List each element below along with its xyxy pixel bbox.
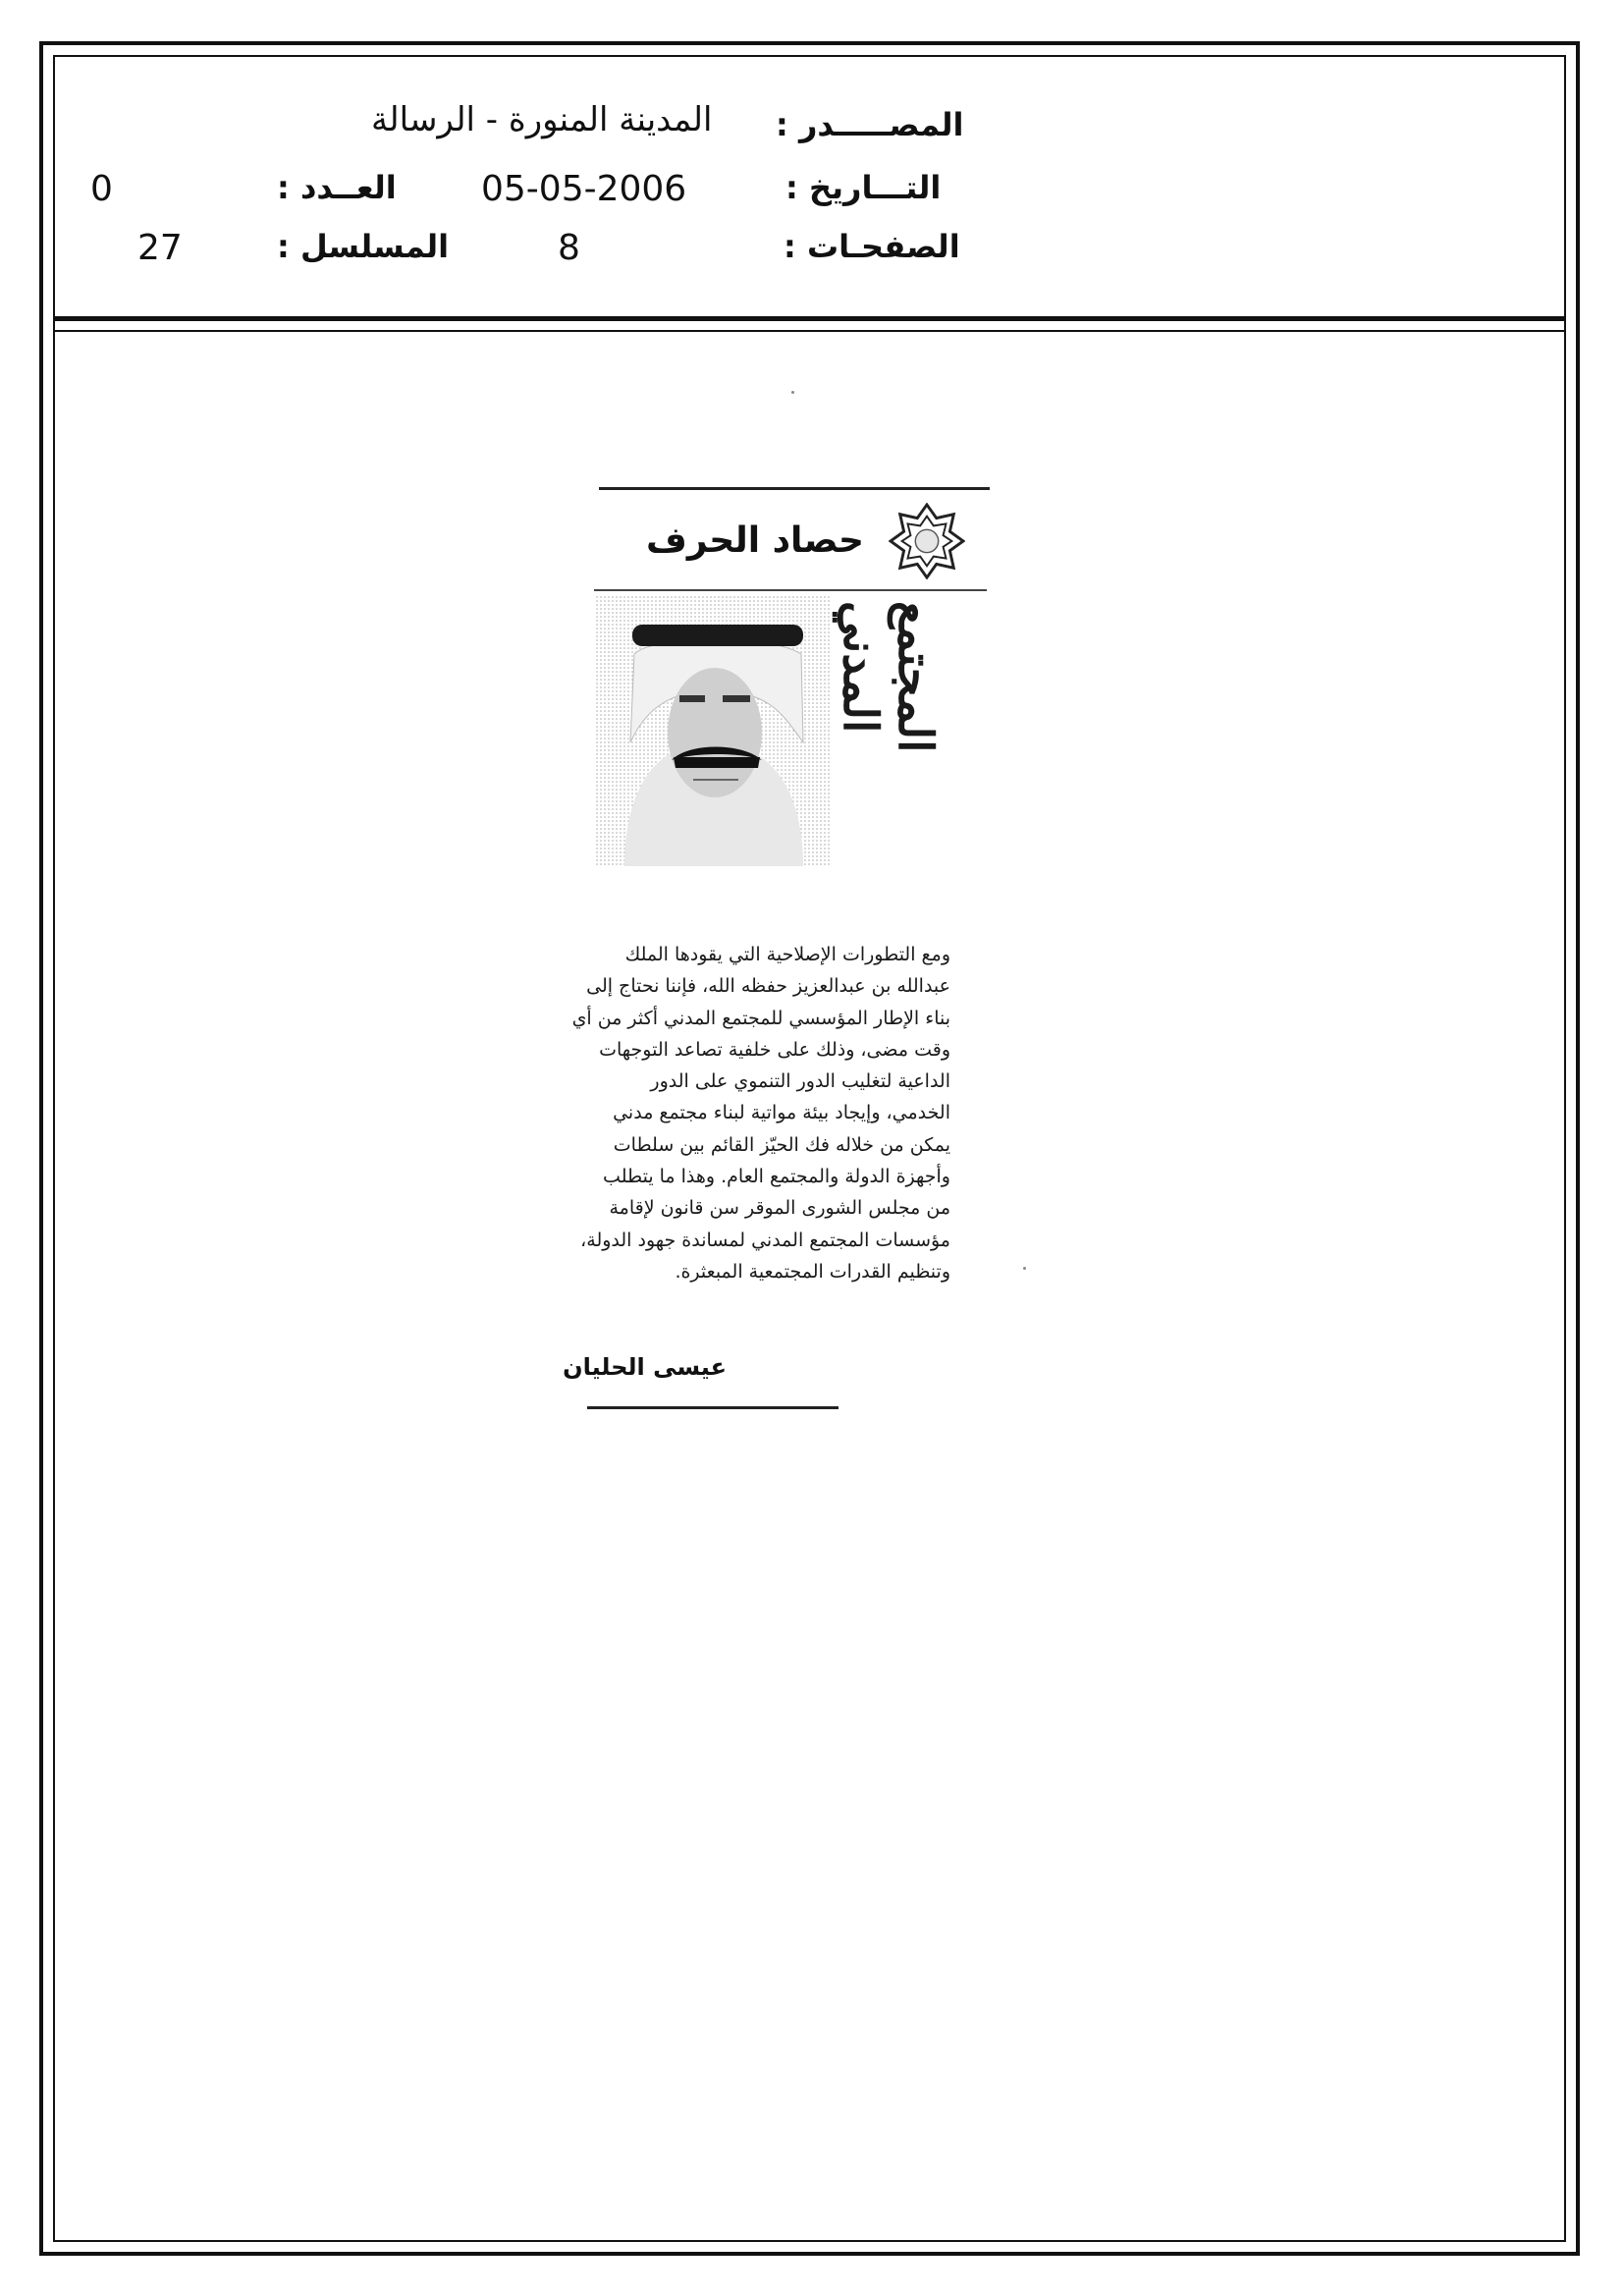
author-name: عيسى الحليان bbox=[563, 1353, 727, 1381]
header-divider bbox=[53, 316, 1566, 321]
pages-value: 8 bbox=[558, 228, 580, 268]
author-portrait bbox=[595, 595, 831, 866]
article-body bbox=[538, 939, 950, 1287]
article-line: وأجهزة الدولة والمجتمع العام. وهذا ما يتطلب bbox=[603, 1166, 950, 1188]
article-line: الداعية لتغليب الدور التنموي على الدور bbox=[650, 1070, 950, 1093]
source-label: المصـــــدر : bbox=[776, 106, 964, 143]
clipping-top-rule bbox=[599, 487, 990, 490]
source-value: المدينة المنورة - الرسالة bbox=[371, 100, 713, 139]
star-badge-icon bbox=[889, 503, 965, 579]
article-line: من مجلس الشورى الموقر سن قانون لإقامة bbox=[609, 1197, 950, 1220]
article-line: مؤسسات المجتمع المدني لمساندة جهود الدولة، bbox=[580, 1229, 950, 1251]
author-rule bbox=[587, 1406, 839, 1409]
issue-label: العــدد : bbox=[277, 169, 397, 206]
section-title-rule bbox=[594, 589, 987, 591]
article-line: يمكن من خلاله فك الحيّز القائم بين سلطات bbox=[613, 1133, 950, 1156]
article-line: بناء الإطار المؤسسي للمجتمع المدني أكثر من أي bbox=[571, 1007, 950, 1029]
header-divider-thin bbox=[53, 330, 1566, 332]
article-line: وقت مضى، وذلك على خلفية تصاعد التوجهات bbox=[599, 1038, 950, 1061]
scan-speck bbox=[1023, 1267, 1026, 1270]
article-line: ومع التطورات الإصلاحية التي يقودها الملك bbox=[624, 944, 950, 965]
article-line: وتنظيم القدرات المجتمعية المبعثرة. bbox=[675, 1260, 950, 1283]
article-line: الخدمي، وإيجاد بيئة مواتية لبناء مجتمع مدني bbox=[613, 1102, 950, 1124]
date-value: 05-05-2006 bbox=[481, 169, 687, 209]
section-title: حصاد الحرف bbox=[646, 520, 864, 561]
serial-label: المسلسل : bbox=[277, 228, 450, 265]
vertical-column-title: المجتمع المدني bbox=[833, 601, 943, 753]
date-label: التـــاريخ : bbox=[785, 169, 942, 206]
article-line: عبدالله بن عبدالعزيز حفظه الله، فإننا نحتاج إلى bbox=[586, 975, 950, 998]
scan-speck bbox=[791, 391, 794, 394]
issue-value: 0 bbox=[90, 169, 113, 209]
serial-value: 27 bbox=[137, 228, 183, 268]
pages-label: الصفحـات : bbox=[784, 228, 960, 265]
